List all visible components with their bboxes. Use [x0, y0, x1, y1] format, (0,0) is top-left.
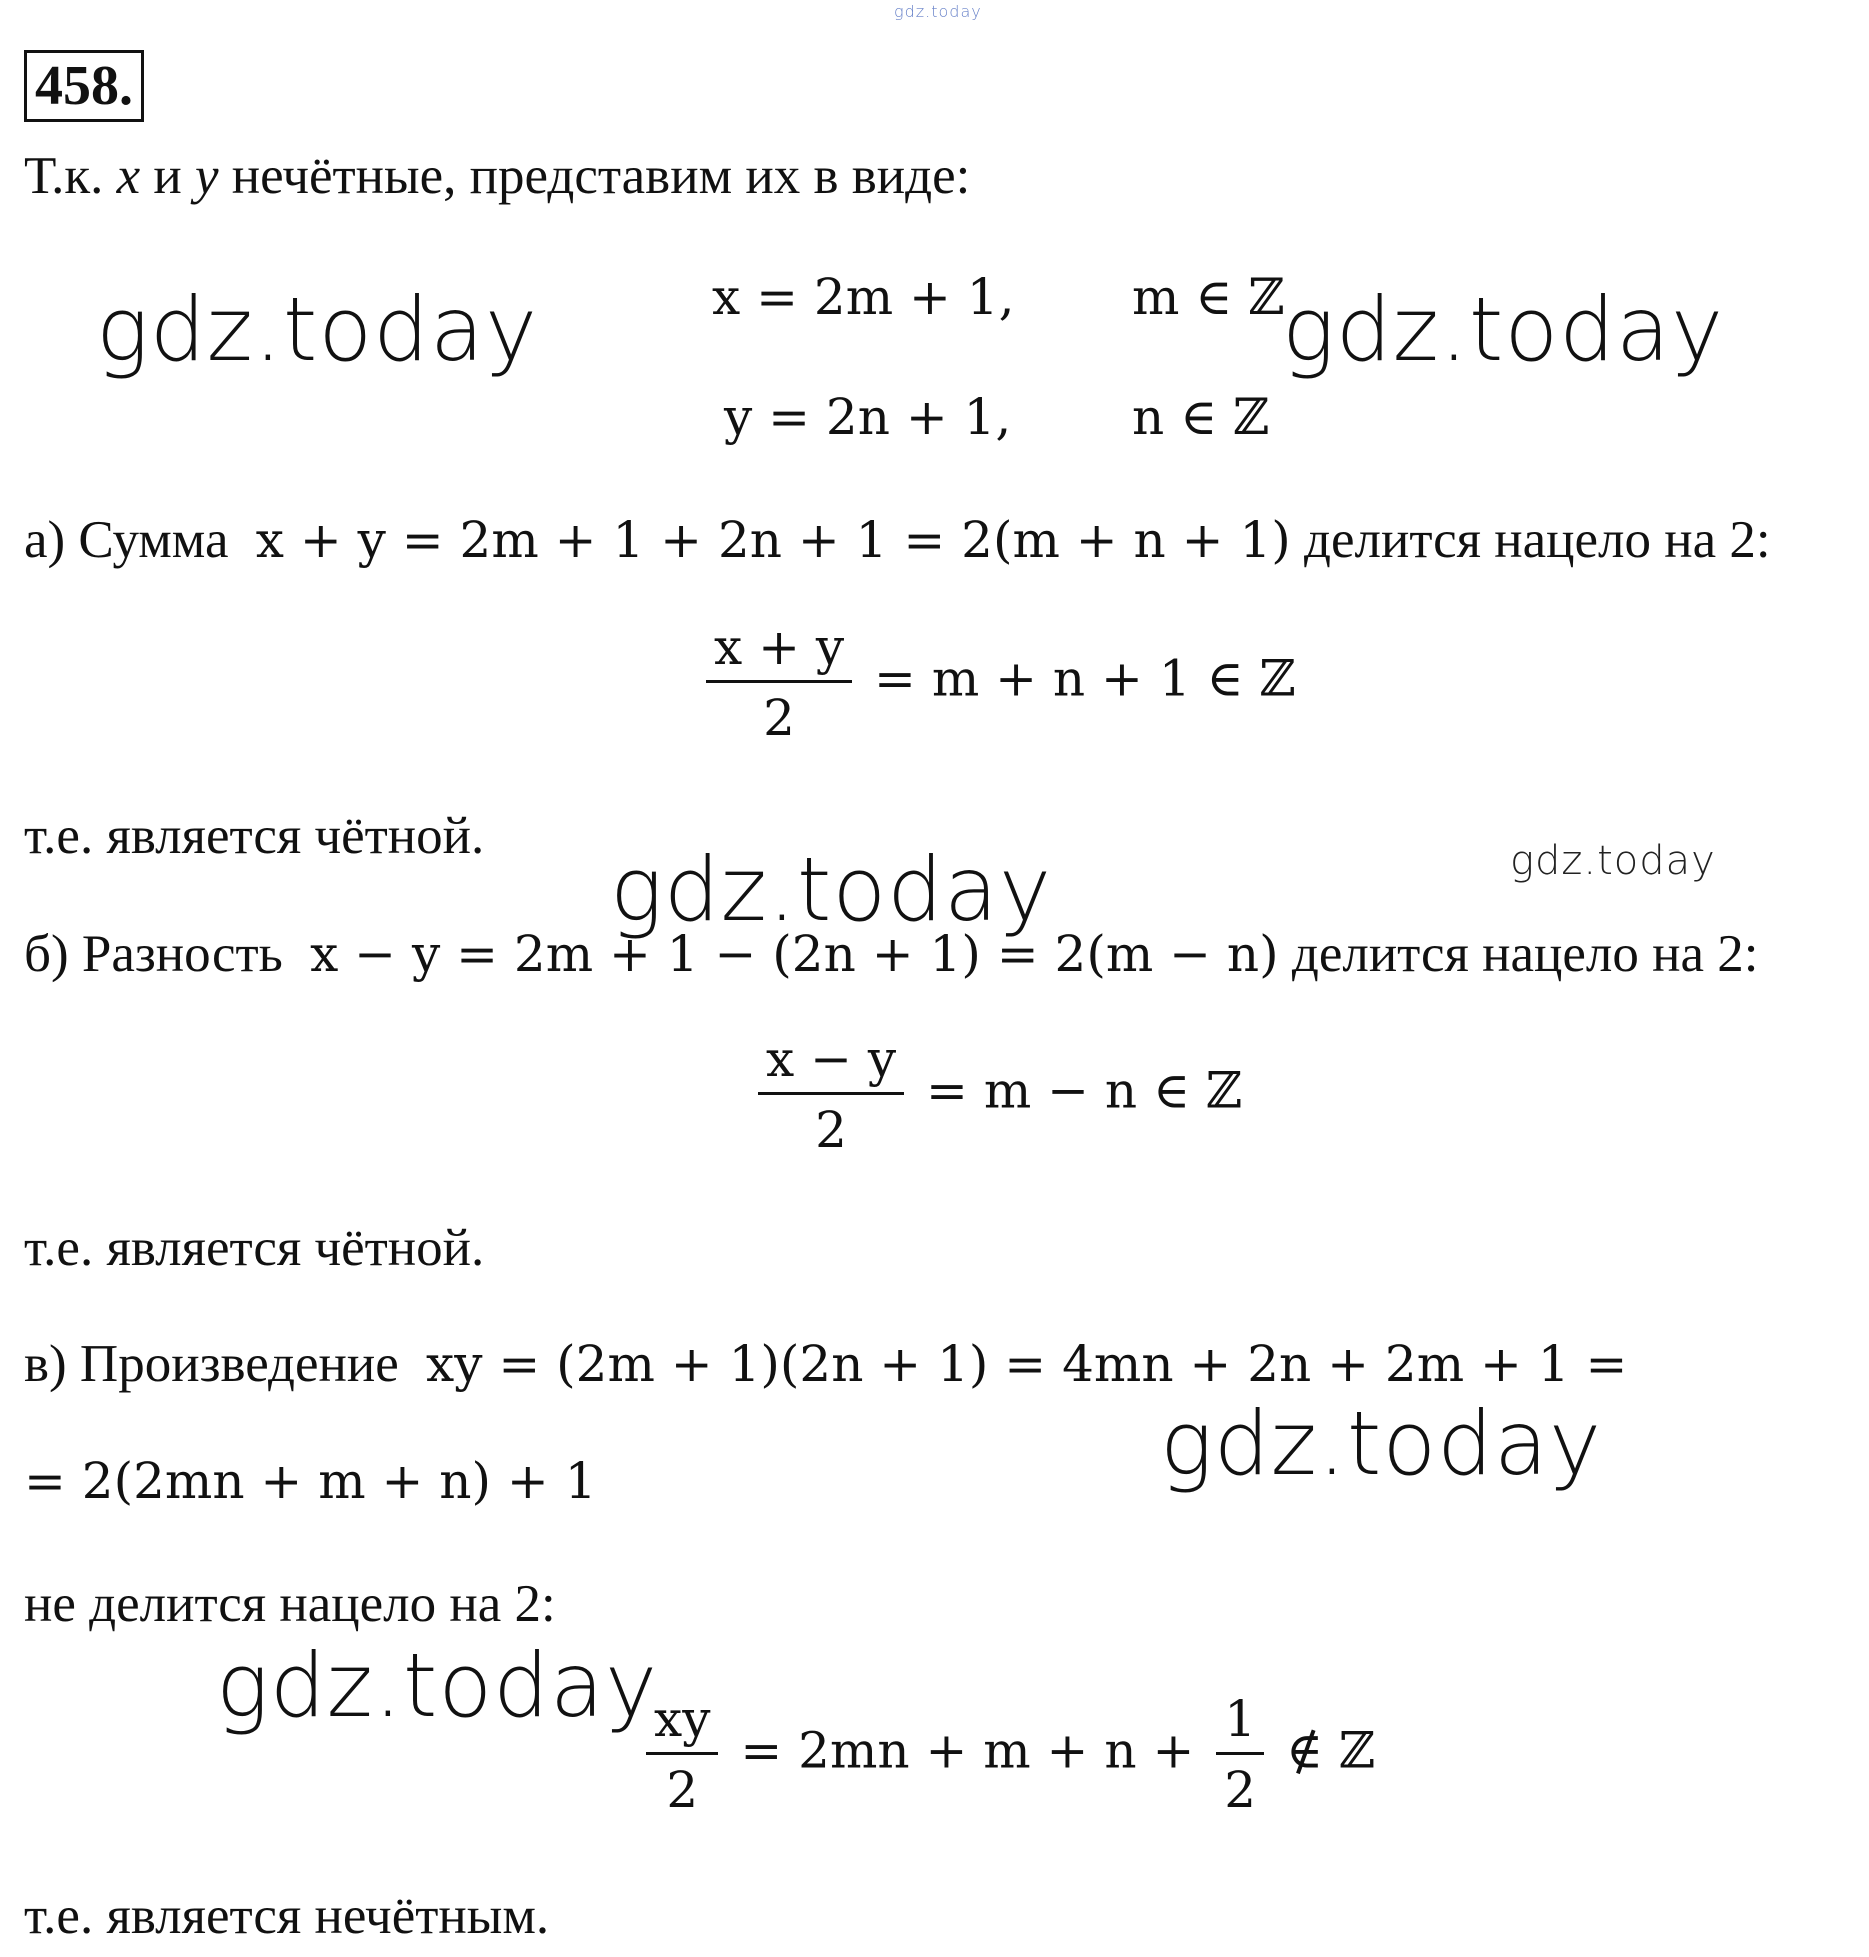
part-a-conclusion: т.е. является чётной.	[24, 807, 485, 865]
part-a-frac-num: x + y	[706, 618, 852, 683]
def-y: y = 2n + 1,	[724, 388, 1012, 446]
watermark-5: gdz.today	[1160, 1392, 1603, 1495]
part-c-half-den: 2	[1224, 1761, 1257, 1819]
part-b-fraction-eq	[752, 1030, 1242, 1159]
part-b-expr: x − y = 2m + 1 − (2n + 1) = 2(m − n)	[310, 925, 1279, 983]
part-a-tail: делится нацело на 2:	[1304, 511, 1771, 569]
part-c-fraction-eq	[640, 1690, 1375, 1819]
part-b-fraction	[758, 1030, 904, 1159]
intro-start: Т.к.	[24, 147, 117, 205]
part-a-fraction	[706, 618, 852, 747]
part-b-frac-rhs: = m − n ∈ ℤ	[926, 1061, 1243, 1120]
watermark-1: gdz.today	[96, 278, 539, 381]
part-b-tail: делится нацело на 2:	[1291, 925, 1759, 983]
intro-text	[24, 146, 970, 206]
task-number: 458.	[24, 50, 144, 122]
part-b-conclusion: т.е. является чётной.	[24, 1219, 485, 1277]
part-c-conclusion: т.е. является нечётным.	[24, 1887, 550, 1945]
part-b-frac-num: x − y	[758, 1030, 904, 1095]
part-a-label: а) Сумма	[24, 511, 229, 569]
part-c-line	[24, 1334, 1627, 1394]
def-m-in-z: m ∈ ℤ	[1132, 268, 1285, 326]
part-c-frac-rhs-end: ∉ ℤ	[1285, 1721, 1376, 1780]
intro-and: и	[140, 147, 195, 205]
part-a-line	[24, 510, 1771, 570]
part-c-half-num: 1	[1216, 1690, 1264, 1755]
watermark-3: gdz.today	[610, 838, 1053, 941]
part-c-expr-2: = 2(2mn + m + n) + 1	[24, 1452, 597, 1510]
part-a-expr: x + y = 2m + 1 + 2n + 1 = 2(m + n + 1)	[255, 511, 1291, 569]
part-c-half-fraction	[1216, 1690, 1264, 1819]
part-c-frac-num: xy	[646, 1690, 718, 1755]
watermark-2: gdz.today	[1282, 278, 1725, 381]
watermark-6: gdz.today	[216, 1634, 659, 1737]
part-c-label: в) Произведение	[24, 1335, 399, 1393]
part-c-frac-rhs-start: = 2mn + m + n +	[740, 1721, 1195, 1780]
part-b-frac-den: 2	[815, 1101, 847, 1159]
part-c-statement: не делится нацело на 2:	[24, 1575, 556, 1633]
def-n-in-z: n ∈ ℤ	[1132, 388, 1270, 446]
intro-end: нечётные, представим их в виде:	[218, 147, 971, 205]
part-a-fraction-eq	[700, 618, 1296, 747]
part-c-frac-den: 2	[666, 1761, 699, 1819]
part-a-frac-rhs: = m + n + 1 ∈ ℤ	[874, 649, 1296, 708]
watermark-top: gdz.today	[894, 2, 982, 21]
part-a-frac-den: 2	[763, 689, 795, 747]
part-c-expr-1: xy = (2m + 1)(2n + 1) = 4mn + 2n + 2m + 1 =	[426, 1335, 1628, 1393]
watermark-4: gdz.today	[1510, 838, 1716, 884]
var-y: y	[194, 147, 219, 205]
def-x: x = 2m + 1,	[712, 268, 1015, 326]
part-b-label: б) Разность	[24, 925, 283, 983]
var-x: x	[116, 147, 141, 205]
